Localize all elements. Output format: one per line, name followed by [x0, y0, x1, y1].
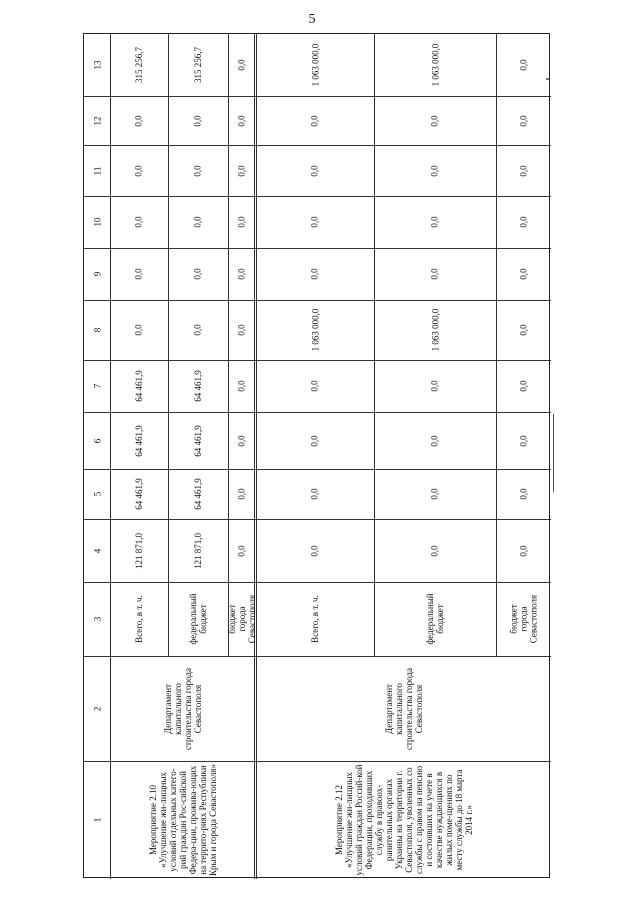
column-header-9: 9: [92, 271, 102, 277]
measure-210-value-cell: 0,0: [193, 114, 203, 127]
measure-210-value-cell: 64 461,9: [193, 424, 203, 457]
column-header-5: 5: [92, 491, 102, 497]
measure-212-value-cell: 0,0: [430, 164, 440, 177]
measure-212-value-cell: 0,0: [518, 380, 529, 392]
measure-210-value-cell: 0,0: [237, 164, 247, 177]
measure-212-value-cell: 0,0: [518, 164, 529, 177]
measure-212-value-cell: 0,0: [518, 268, 529, 280]
measure-210-value-cell: 121 871,0: [134, 532, 144, 569]
measure-212-value-cell: 0,0: [430, 216, 440, 228]
measure-212-value-cell: 0,0: [310, 544, 320, 557]
measure-210-department: Департамент капитального строительства города Севастополя: [163, 667, 203, 750]
measure-212-value-cell: 0,0: [310, 434, 320, 447]
measure-212-value-cell: 0,0: [518, 544, 529, 557]
measure-212-value-cell: 0,0: [518, 59, 529, 71]
measure-212-value-cell: 0,0: [518, 216, 529, 228]
measure-210-funding-source: бюджет города Севастополя: [227, 594, 257, 644]
measure-210-value-cell: 121 871,0: [193, 532, 203, 569]
measure-212-funding-source: бюджет города Севастополя: [508, 594, 539, 644]
column-header-1: 1: [92, 817, 102, 823]
measure-210-value-cell: 64 461,9: [134, 370, 144, 402]
measure-212-value-cell: 1 063 000,0: [310, 308, 320, 352]
scan-mark-line: [553, 414, 554, 492]
measure-210-value-cell: 0,0: [134, 268, 144, 280]
measure-210-value-cell: 64 461,9: [134, 478, 144, 510]
measure-212-value-cell: 0,0: [430, 268, 440, 280]
measure-212-value-cell: 1 063 000,0: [310, 43, 320, 87]
measure-210-value-cell: 0,0: [193, 164, 203, 177]
column-header-8: 8: [92, 327, 102, 333]
measure-210-funding-source: федеральный бюджет: [188, 593, 208, 645]
measure-210-value-cell: 0,0: [237, 324, 247, 336]
measure-212-department: Департамент капитального строительства города Севастополя: [383, 667, 424, 750]
measure-210-value-cell: 315 256,7: [193, 47, 203, 83]
column-header-10: 10: [92, 217, 102, 227]
measure-210-value-cell: 64 461,9: [193, 370, 203, 402]
measure-212-value-cell: 0,0: [518, 434, 529, 447]
measure-210-value-cell: 0,0: [193, 324, 203, 336]
measure-212-value-cell: 1 063 000,0: [430, 308, 440, 352]
measure-210-value-cell: 0,0: [237, 488, 247, 500]
measure-210-value-cell: 0,0: [193, 268, 203, 280]
measure-212-value-cell: 0,0: [430, 434, 440, 447]
page-number: 5: [308, 12, 316, 27]
measure-210-value-cell: 0,0: [237, 216, 247, 228]
measure-210-value-cell: 315 256,7: [134, 47, 144, 83]
column-header-6: 6: [92, 438, 102, 443]
measure-212-funding-source: федеральный бюджет: [425, 593, 445, 645]
measure-212-value-cell: 0,0: [430, 380, 440, 392]
measure-210-value-cell: 0,0: [237, 380, 247, 392]
measure-210-value-cell: 0,0: [237, 434, 247, 447]
measure-210-value-cell: 0,0: [237, 114, 247, 127]
measure-212-value-cell: 0,0: [518, 488, 529, 500]
measure-212-value-cell: 0,0: [310, 380, 320, 392]
measure-210-value-cell: 0,0: [193, 216, 203, 228]
column-header-4: 4: [92, 548, 102, 553]
measure-210-value-cell: 0,0: [237, 59, 247, 71]
measure-212-value-cell: 0,0: [310, 164, 320, 177]
measure-210-value-cell: 64 461,9: [193, 478, 203, 510]
budget-table: [83, 33, 550, 878]
measure-212-value-cell: 0,0: [310, 114, 320, 127]
measure-210-value-cell: 0,0: [237, 544, 247, 557]
measure-210-value-cell: 0,0: [134, 324, 144, 336]
measure-210-value-cell: 0,0: [134, 114, 144, 127]
measure-212-value-cell: 0,0: [518, 324, 529, 336]
measure-210-funding-source: Всего, в т. ч.: [134, 595, 144, 643]
column-header-12: 12: [92, 116, 102, 125]
measure-212-value-cell: 0,0: [310, 488, 320, 500]
column-header-13: 13: [92, 60, 102, 70]
measure-210-value-cell: 64 461,9: [134, 424, 144, 457]
measure-212-value-cell: 0,0: [430, 114, 440, 127]
measure-212-value-cell: 0,0: [430, 488, 440, 500]
measure-212-value-cell: 0,0: [518, 114, 529, 127]
measure-212-value-cell: 0,0: [310, 216, 320, 228]
measure-212-value-cell: 0,0: [310, 268, 320, 280]
measure-210-value-cell: 0,0: [134, 164, 144, 177]
measure-210-title: Мероприятие 2.10 «Улучшение жи-лищных условий отдельных катего-рий граждан Рос-сийской Федера-ции, прожива-ющих на террито-риях Республики Крым и города Севастополя»: [148, 764, 218, 876]
column-header-7: 7: [92, 383, 102, 389]
measure-212-value-cell: 1 063 000,0: [430, 43, 440, 87]
measure-212-value-cell: 0,0: [430, 544, 440, 557]
column-header-11: 11: [91, 166, 102, 175]
measure-210-value-cell: 0,0: [134, 216, 144, 228]
measure-212-title: Мероприятие 2.12 «Улучшение жи-лищных условий граждан Россий-кой Федерации, проходивших службу в правоох-ранительных органах Украины на территории г. Севастополя, уволенных со службы с правом на пенсию и состоявших на учете в качестве нуждающихся в жилых поме-щениях по месту службы до 18 марта 2014 г.»: [333, 764, 474, 876]
column-header-2: 2: [92, 706, 102, 711]
measure-210-value-cell: 0,0: [237, 268, 247, 280]
column-header-3: 3: [92, 616, 102, 622]
measure-212-funding-source: Всего, в т. ч.: [310, 595, 320, 643]
